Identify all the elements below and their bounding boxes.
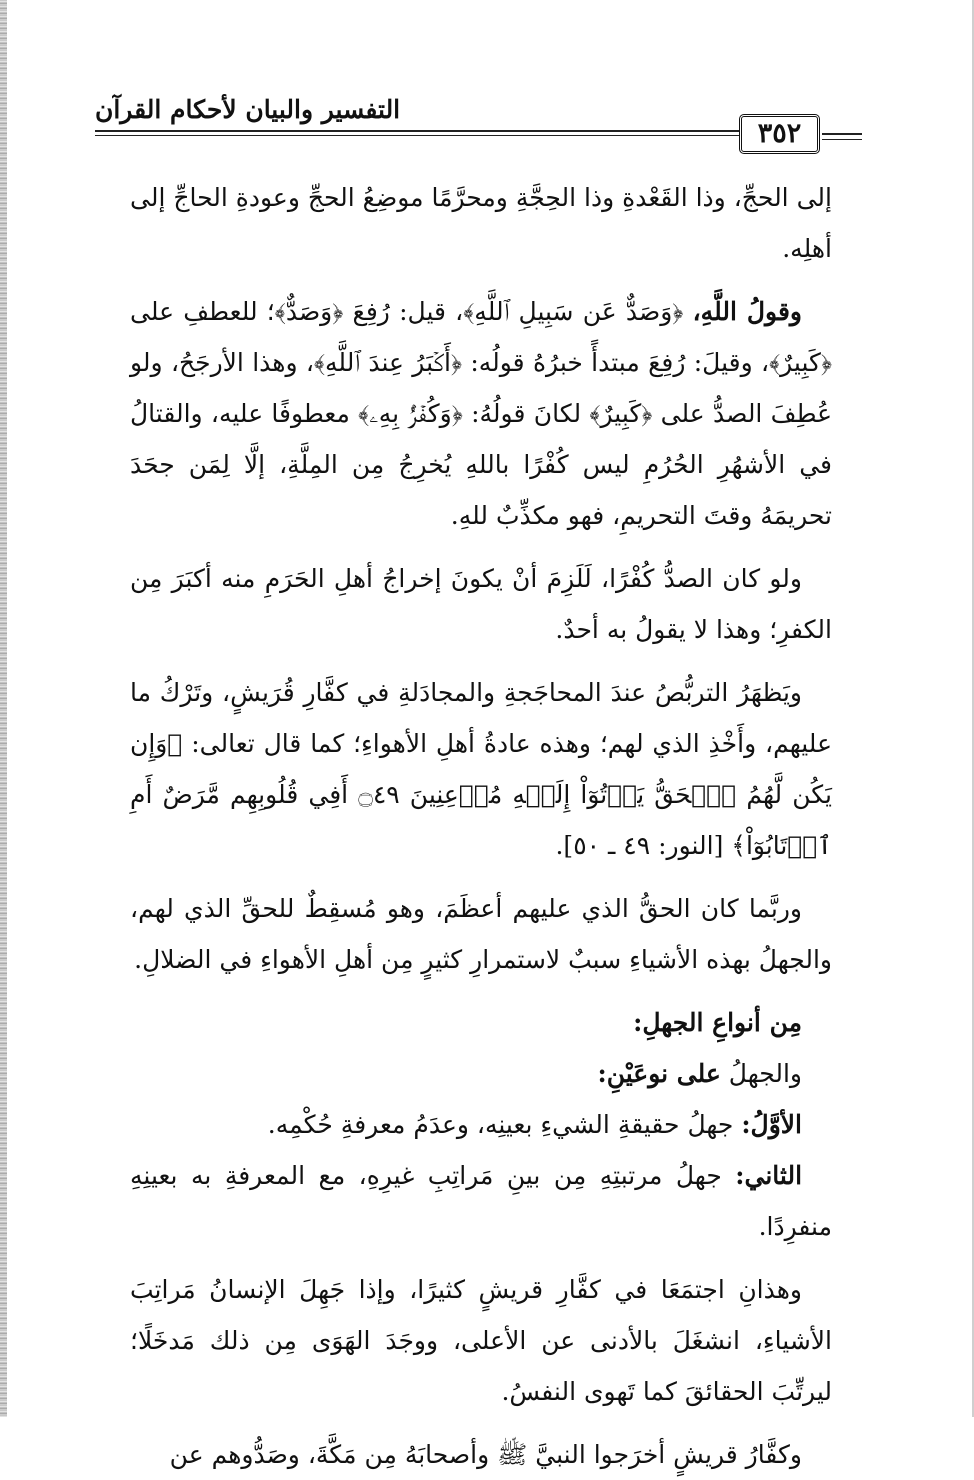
paragraph-3: ولو كان الصدُّ كُفْرًا، لَلَزِمَ أنْ يكونَ إخراجُ أهلِ الحَرَمِ منه أكبَرَ مِن الكفرِ؛ وهذا لا يقولُ به أحدٌ. xyxy=(130,564,832,644)
first-type-text: جهلُ حقيقةِ الشيءِ بعينِه، وعدَمُ معرفةِ حُكْمِه. xyxy=(267,1110,734,1139)
paragraph-6: وهذانِ اجتمَعَا في كفَّارِ قريشٍ كثيرًا، وإذا جَهِلَ الإنسانُ مَراتِبَ الأشياءِ، انشغَلَ بالأدنى عن الأعلى، ووجَدَ الهَوَى مِن ذلك مَدخَلًا؛ ليرتِّبَ الحقائقَ كما تَهوى النفسُ. xyxy=(130,1275,832,1406)
paragraph-5: وربَّما كان الحقُّ الذي عليهم أعظَمَ، وهو مُسقِطٌ للحقِّ الذي لهم، والجهلُ بهذه الأشياءِ سببٌ لاستمرارِ كثيرٍ مِن أهلِ الأهواءِ في الضلالِ. xyxy=(130,894,832,974)
intro-lead: والجهلُ xyxy=(728,1059,802,1088)
paragraph-2-lead: وقولُ اللَّهِ، xyxy=(692,297,802,326)
header-rule xyxy=(95,130,739,132)
paragraph-2 xyxy=(130,286,832,541)
header-rule-thin xyxy=(95,135,739,136)
intro-bold: على نوعَيْنِ: xyxy=(597,1059,721,1088)
header-rule-right xyxy=(822,133,862,135)
second-type-text: جهلُ مرتبتِهِ مِن بينِ مَراتِبِ غيرِهِ، مع المعرفةِ به بعينِهِ منفرِدًا. xyxy=(130,1161,832,1241)
book-title: التفسير والبيان لأحكام القرآن xyxy=(95,95,401,124)
intro-line xyxy=(130,1048,832,1099)
second-type-label: الثاني: xyxy=(735,1161,803,1190)
paragraph-4: ويَظهَرُ التربُّصُ عندَ المحاجَجةِ والمجادَلةِ في كفَّارِ قُرَيشٍ، وتَرْكُ ما عليهم، وأَخْذِ الذي لهم؛ وهذه عادةُ أهلِ الأهواءِ؛ كما قال تعالى: ﴿وَإِن يَكُن لَّهُمُ ٱلۡحَقُّ يَأۡتُوٓاْ إِلَيۡهِ مُذۡعِنِينَ ۝٤٩ أَفِي قُلُوبِهِم مَّرَضٌ أَمِ ٱرۡتَابُوٓاْ﴾ [النور: ٤٩ ـ ٥٠]. xyxy=(130,678,832,860)
scan-edge xyxy=(0,0,7,1417)
page-body xyxy=(130,172,832,1469)
paragraph-1: إلى الحجِّ، وذا القَعْدةِ وذا الحِجَّةِ ومحرَّمًا موضِعُ الحجِّ وعودةِ الحاجِّ إلى أهلِه. xyxy=(130,183,832,263)
page-number: ٣٥٢ xyxy=(739,114,820,154)
paragraph-7: وكفَّارُ قريشٍ أخرَجوا النبيَّ ﷺ وأصحابَهُ مِن مَكَّةَ، وصَدُّوهم عن xyxy=(169,1440,802,1469)
first-type-label: الأوَّلُ: xyxy=(741,1110,802,1139)
header-rule-right-thin xyxy=(822,139,862,140)
section-heading: مِن أنواعِ الجهلِ: xyxy=(633,1008,802,1037)
paragraph-2-body: ﴿وَصَدٌّ عَن سَبِيلِ ٱللَّهِ﴾، قيل: رُفِعَ ﴿وَصَدٌّ﴾؛ للعطفِ على ﴿كَبِيرٌ﴾، وقيلَ: رُفِعَ مبتدأً خبرُهُ قولُه: ﴿أَكۡبَرُ عِندَ ٱللَّهِ﴾، وهذا الأرجَحُ، ولو عُطِفَ الصدُّ على ﴿كَبِيرٌ﴾ لكانَ قولُهُ: ﴿وَكُفۡرُۢ بِهِۦ﴾ معطوفًا عليه، والقتالُ في الأشهُرِ الحُرُمِ ليس كُفْرًا باللهِ يُخرِجُ مِن المِلَّةِ، إلَّا لِمَن جحَدَ تحريمَهُ وقتَ التحريمِ، فهو مكذِّبٌ للهِ. xyxy=(130,297,832,530)
first-type xyxy=(130,1099,832,1150)
second-type xyxy=(130,1150,832,1252)
